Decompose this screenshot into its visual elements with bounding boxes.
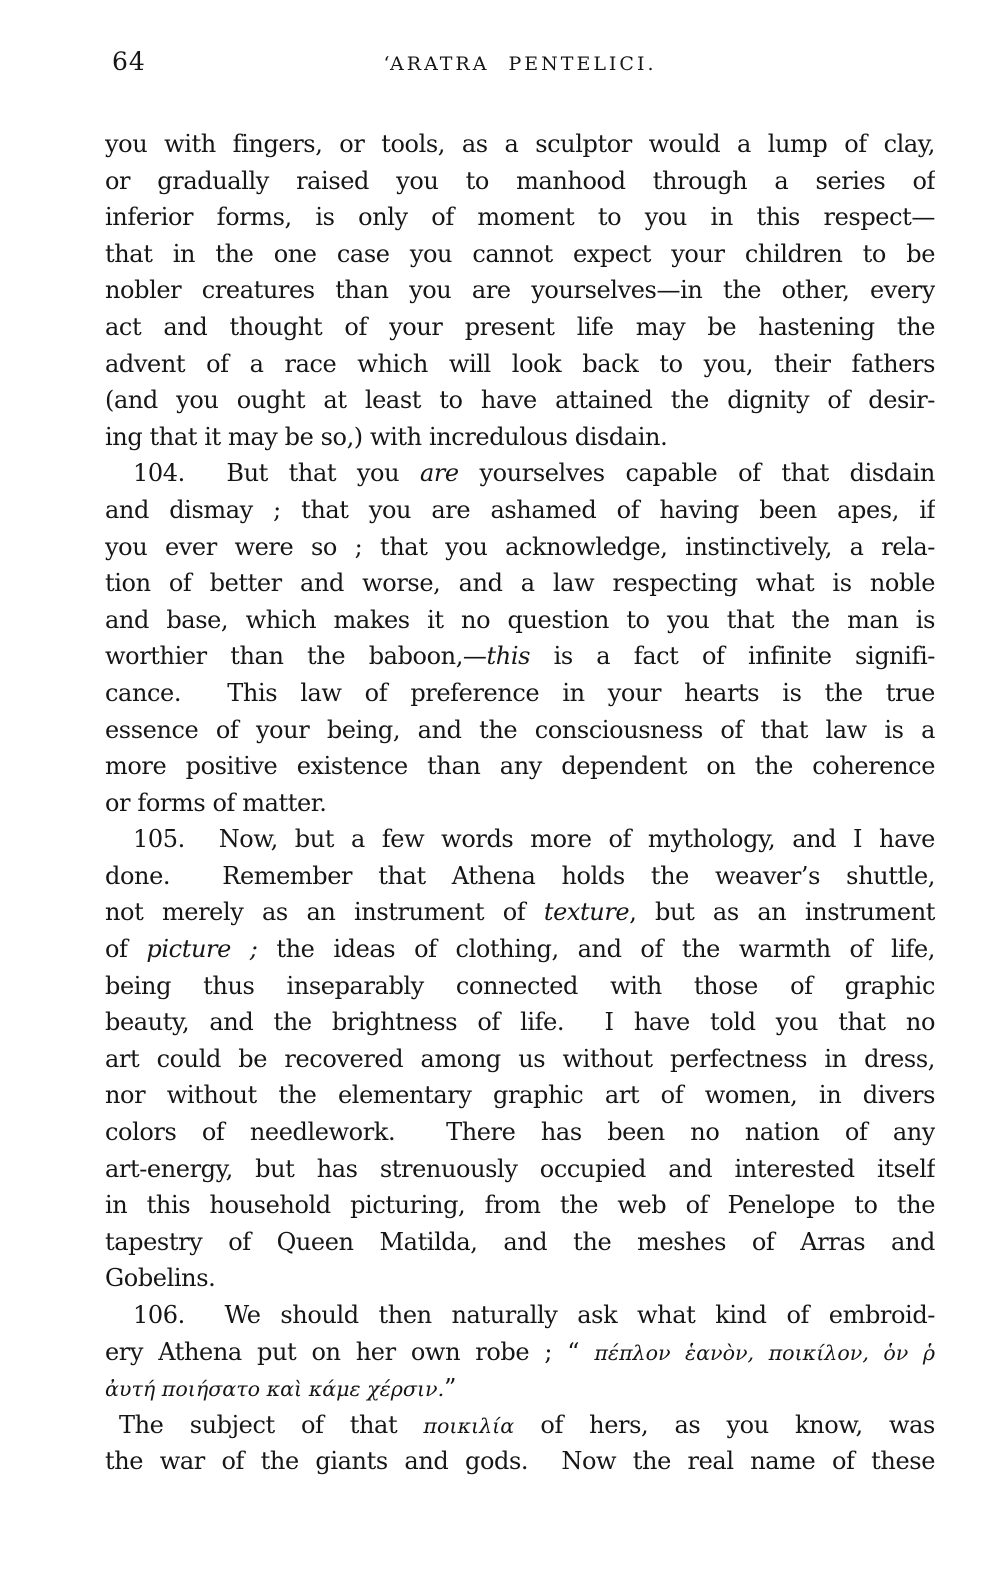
page-number: 64 bbox=[112, 47, 146, 76]
text-line bbox=[105, 1077, 935, 1114]
text-line bbox=[105, 309, 935, 346]
text-segment: picture ; bbox=[146, 935, 258, 964]
text-line bbox=[105, 1041, 935, 1078]
text-line bbox=[105, 1260, 935, 1297]
text-line bbox=[105, 748, 935, 785]
text-line bbox=[105, 455, 935, 492]
text-segment: art could be recovered among us without perfectness in dress, bbox=[105, 1044, 935, 1073]
text-line bbox=[105, 346, 935, 383]
text-segment: is a fact of infinite signifi- bbox=[530, 642, 935, 671]
text-segment: 104. But that you bbox=[133, 459, 420, 488]
text-line bbox=[105, 1004, 935, 1041]
text-line bbox=[105, 419, 935, 456]
text-segment: colors of needlework. There has been no nation of any bbox=[105, 1118, 935, 1147]
text-segment: nobler creatures than you are yourselves—in the other, every bbox=[105, 276, 935, 305]
text-segment: The subject of that bbox=[119, 1410, 424, 1439]
text-segment: nor without the elementary graphic art of women, in divers bbox=[105, 1081, 935, 1110]
text-segment: cance. This law of preference in your hearts is the true bbox=[105, 678, 935, 707]
body-text bbox=[105, 126, 935, 1480]
text-line bbox=[105, 785, 935, 822]
text-line bbox=[105, 821, 935, 858]
text-line bbox=[105, 1114, 935, 1151]
text-segment: of hers, as you know, was bbox=[514, 1410, 935, 1439]
text-line bbox=[105, 199, 935, 236]
text-segment: you ever were so ; that you acknowledge, instinctively, a rela- bbox=[105, 532, 935, 561]
text-line bbox=[105, 529, 935, 566]
text-line bbox=[105, 968, 935, 1005]
text-line bbox=[105, 712, 935, 749]
text-segment: art-energy, but has strenuously occupied and interested itself bbox=[105, 1154, 935, 1183]
text-segment: the ideas of clothing, and of the warmth of life, bbox=[257, 935, 935, 964]
text-line bbox=[105, 1407, 935, 1444]
text-segment: or gradually raised you to manhood through a series of bbox=[105, 166, 935, 195]
text-segment: (and you ought at least to have attained the dignity of desir- bbox=[105, 386, 935, 415]
text-segment: tapestry of Queen Matilda, and the meshes of Arras and bbox=[105, 1227, 935, 1256]
text-segment: essence of your being, and the consciousness of that law is a bbox=[105, 715, 935, 744]
text-line bbox=[105, 126, 935, 163]
text-segment: ing that it may be so,) with incredulous disdain. bbox=[105, 422, 668, 451]
text-segment: not merely as an instrument of bbox=[105, 898, 544, 927]
text-segment: 106. We should then naturally ask what kind of embroid- bbox=[133, 1301, 935, 1329]
text-segment: this bbox=[486, 642, 531, 671]
greek-text: ποικιλία bbox=[423, 1413, 515, 1438]
greek-text: πέπλον ἑανὸν, ποικίλον, ὁν ῥ bbox=[594, 1340, 935, 1365]
text-segment: yourselves capable of that disdain bbox=[458, 459, 935, 488]
text-line bbox=[105, 1370, 935, 1407]
text-segment: worthier than the baboon,— bbox=[105, 642, 487, 671]
text-line bbox=[105, 1297, 935, 1334]
text-segment: 105. Now, but a few words more of mythology, and I have bbox=[133, 825, 935, 854]
text-line bbox=[105, 272, 935, 309]
text-segment: and dismay ; that you are ashamed of having been apes, if bbox=[105, 495, 935, 524]
text-line bbox=[105, 1224, 935, 1261]
text-segment: and base, which makes it no question to you that the man is bbox=[105, 605, 935, 634]
text-segment: being thus inseparably connected with those of graphic bbox=[105, 971, 935, 1000]
text-segment: advent of a race which will look back to you, their fathers bbox=[105, 349, 935, 378]
text-segment: Gobelins. bbox=[105, 1264, 216, 1293]
text-segment: ” bbox=[444, 1374, 456, 1403]
greek-text: ἀυτή ποιήσατο καὶ κάμε χέρσιν. bbox=[105, 1377, 445, 1402]
text-segment: inferior forms, is only of moment to you in this respect— bbox=[105, 203, 935, 232]
text-line bbox=[105, 1443, 935, 1480]
text-line bbox=[105, 163, 935, 200]
text-line bbox=[105, 638, 935, 675]
text-line bbox=[105, 492, 935, 529]
text-segment: , but as an instrument bbox=[629, 898, 935, 927]
text-segment: you with fingers, or tools, as a sculptor would a lump of clay, bbox=[105, 130, 935, 158]
text-segment: in this household picturing, from the web of Penelope to the bbox=[105, 1191, 935, 1220]
running-title: ‘ARATRA PENTELICI. bbox=[383, 53, 657, 75]
text-segment: the war of the giants and gods. Now the real name of these bbox=[105, 1447, 935, 1476]
text-line bbox=[105, 1187, 935, 1224]
text-line bbox=[105, 675, 935, 712]
text-segment: tion of better and worse, and a law respecting what is noble bbox=[105, 569, 935, 598]
text-segment: beauty, and the brightness of life. I have told you that no bbox=[105, 1008, 935, 1037]
text-line bbox=[105, 602, 935, 639]
text-line bbox=[105, 858, 935, 895]
text-line bbox=[105, 236, 935, 273]
text-segment: are bbox=[419, 459, 459, 488]
text-segment: or forms of matter. bbox=[105, 788, 327, 817]
text-segment: more positive existence than any dependent on the coherence bbox=[105, 752, 935, 781]
text-line bbox=[105, 1151, 935, 1188]
text-segment: that in the one case you cannot expect your children to be bbox=[105, 239, 935, 268]
text-line bbox=[105, 931, 935, 968]
text-line bbox=[105, 382, 935, 419]
text-segment: ery Athena put on her own robe ; “ bbox=[105, 1337, 595, 1366]
text-line bbox=[105, 894, 935, 931]
text-segment: of bbox=[105, 935, 147, 964]
text-segment: done. Remember that Athena holds the weaver’s shuttle, bbox=[105, 861, 935, 890]
text-segment: act and thought of your present life may be hastening the bbox=[105, 312, 935, 341]
text-line bbox=[105, 565, 935, 602]
text-line bbox=[105, 1334, 935, 1371]
text-segment: texture bbox=[543, 898, 630, 927]
